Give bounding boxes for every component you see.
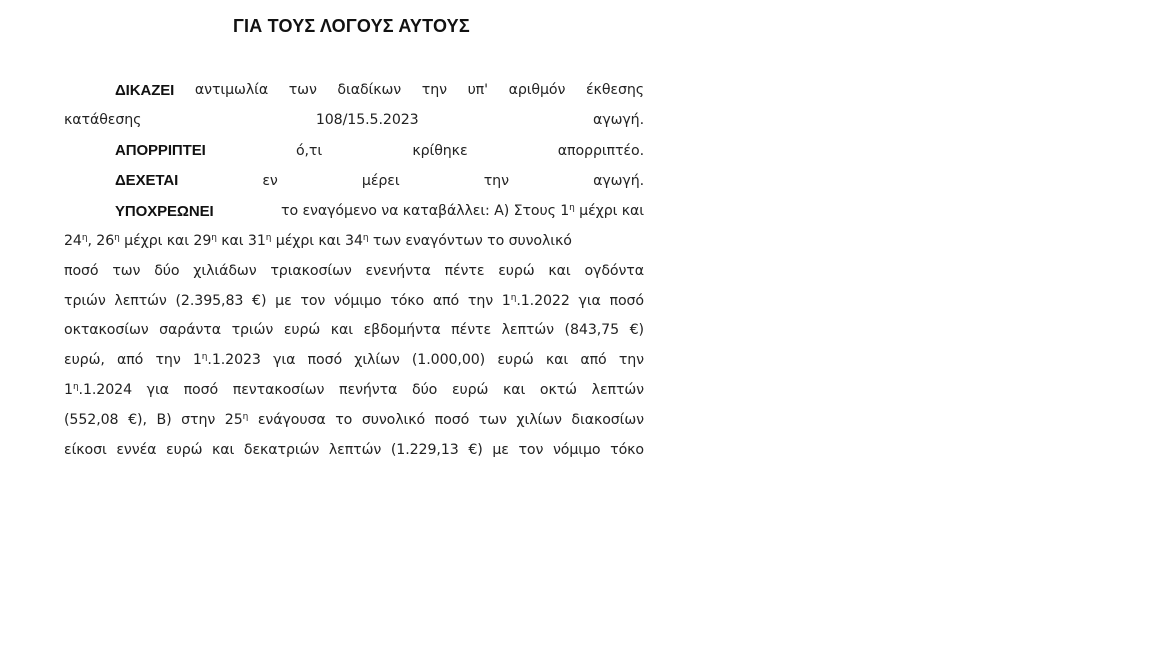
paragraph-aporriptei: ΑΠΟΡΡΙΠΤΕΙ ό,τι κρίθηκε απορριπτέο.: [115, 141, 644, 159]
keyword-dikazei: ΔΙΚΑΖΕΙ: [115, 82, 175, 99]
paragraph-ypoxreonei-line-4: τριών λεπτών (2.395,83 €) με τον νόμιμο τόκο από την $1^\eta.1.2022$ για ποσό: [64, 292, 645, 309]
paragraph-ypoxreonei-line-2: $24^\eta$, $26^\eta$ μέχρι και $29^\eta$ και $31^\eta$ μέχρι και $34^\eta$ των εναγόντων το συνολικό: [64, 232, 572, 249]
paragraph-ypoxreonei-line-5: οκτακοσίων σαράντα τριών ευρώ και εβδομήντα πέντε λεπτών (843,75 €): [64, 322, 644, 339]
paragraph-dexetai: ΔΕΧΕΤΑΙ εν μέρει την αγωγή.: [115, 172, 644, 190]
keyword-ypoxreonei: ΥΠΟΧΡΕΩΝΕΙ: [115, 203, 214, 221]
paragraph-ypoxreonei-line-9: είκοσι εννέα ευρώ και δεκατριών λεπτών (1.229,13 €) με τον νόμιμο τόκο: [64, 441, 644, 458]
paragraph-ypoxreonei-line-3: ποσό των δύο χιλιάδων τριακοσίων ενενήντα πέντε ευρώ και ογδόντα: [64, 262, 644, 279]
paragraph-dikazei-line-2: κατάθεσης 108/15.5.2023 αγωγή.: [64, 111, 644, 128]
paragraph-ypoxreonei-line-7: $1^\eta.1.2024$ για ποσό πεντακοσίων πενήντα δύο ευρώ και οκτώ λεπτών: [64, 381, 644, 398]
paragraph-ypoxreonei-line-6: ευρώ, από την $1^\eta.1.2023$ για ποσό χιλίων (1.000,00) ευρώ και από την: [64, 352, 644, 369]
keyword-dexetai: ΔΕΧΕΤΑΙ: [115, 172, 179, 190]
keyword-aporriptei: ΑΠΟΡΡΙΠΤΕΙ: [115, 141, 206, 159]
ruling-text: [64, 76, 644, 465]
paragraph-dikazei-line-1: ΔΙΚΑΖΕΙ αντιμωλία των διαδίκων την υπ' αριθμόν έκθεσης: [64, 76, 644, 106]
paragraph-ypoxreonei-line-1: ΥΠΟΧΡΕΩΝΕΙ το εναγόμενο να καταβάλλει: Α) Στους $1^\eta$ μέχρι και: [64, 197, 644, 227]
paragraph-ypoxreonei-line-8: (552,08 €), Β) στην $25^\eta$ ενάγουσα το συνολικό ποσό των χιλίων διακοσίων: [64, 411, 644, 428]
section-heading: ΓΙΑ ΤΟΥΣ ΛΟΓΟΥΣ ΑΥΤΟΥΣ: [233, 16, 470, 36]
